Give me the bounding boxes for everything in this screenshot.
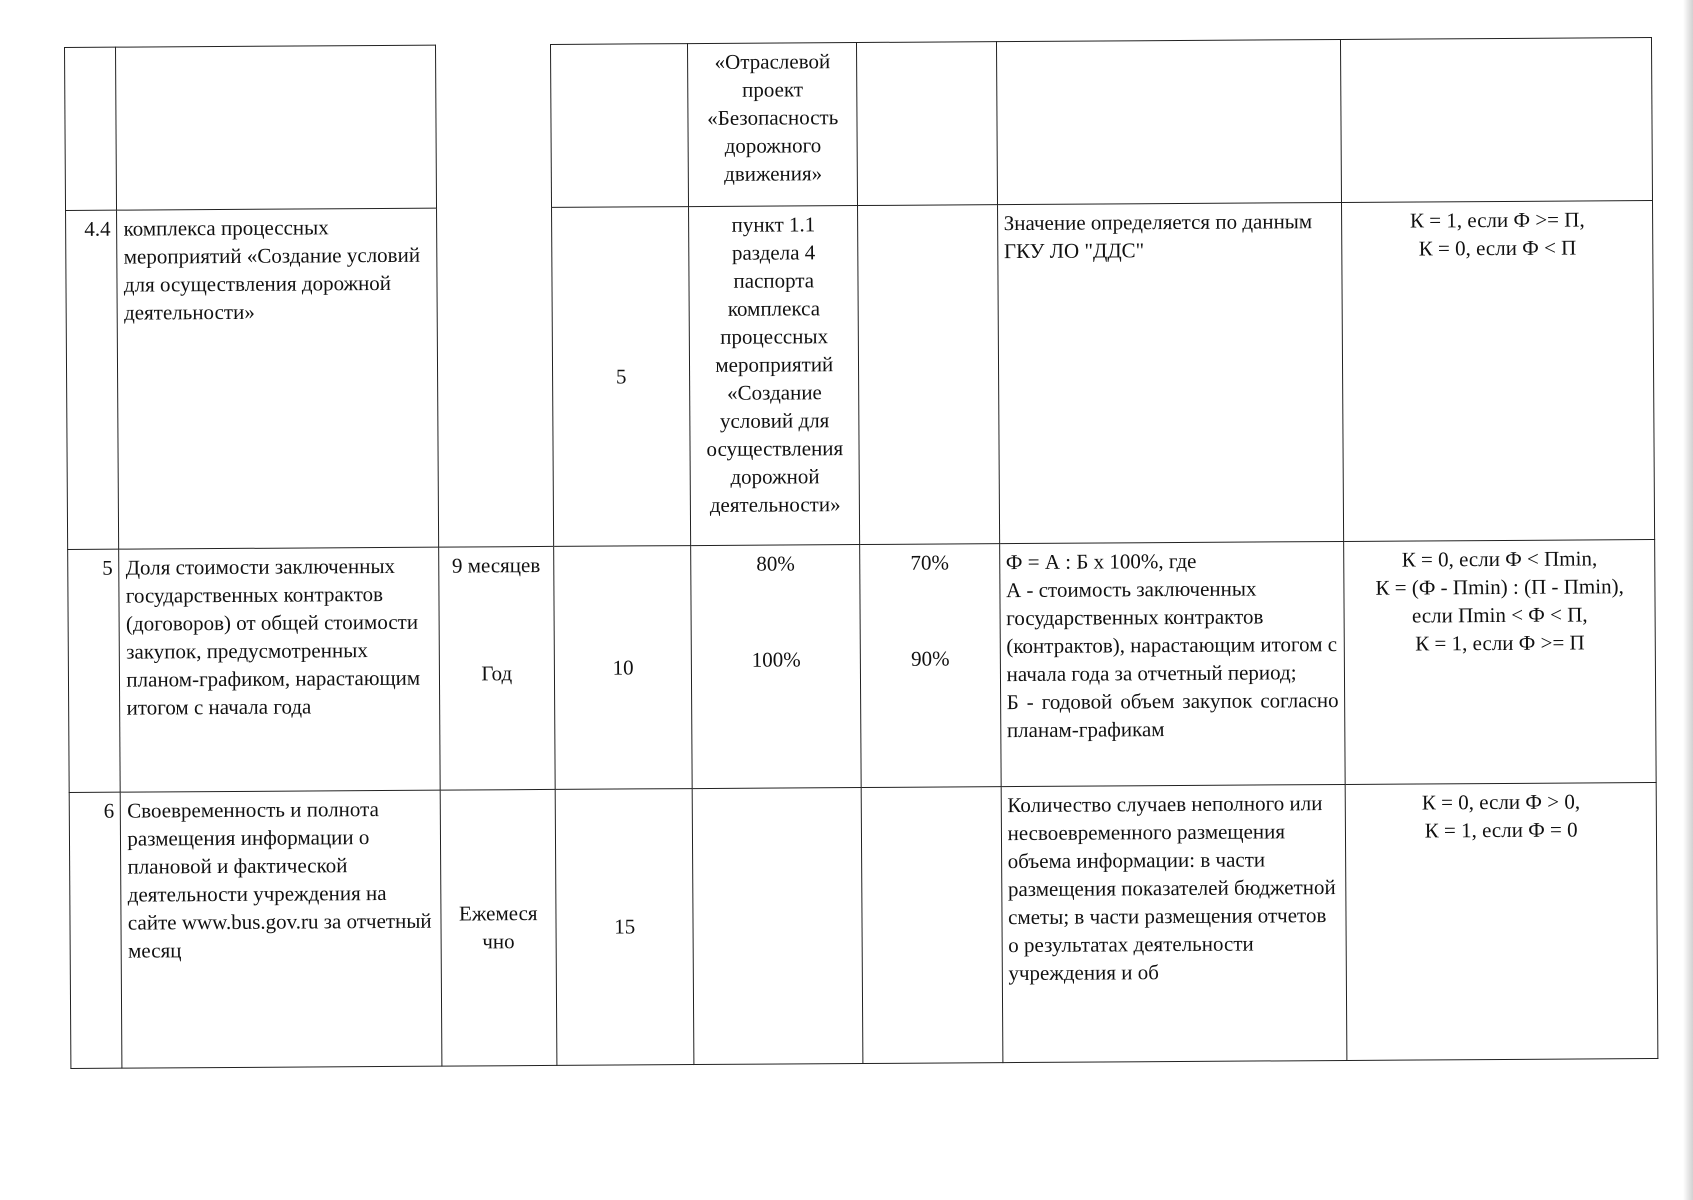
formula-cell: К = 0, если Ф > 0, К = 1, если Ф = 0 — [1346, 782, 1658, 1060]
formula-cell: К = 1, если Ф >= П, К = 0, если Ф < П — [1342, 200, 1655, 542]
source-cell: пункт 1.1 раздела 4 паспорта комплекса процессных мероприятий «Создание условий для осуществления дорожной деятельности» — [689, 205, 860, 546]
scan-edge-shadow — [1683, 0, 1693, 1200]
row-number: 4.4 — [66, 210, 120, 550]
method-line-3: Б - годовой объем закупок согласно планам-графикам — [1006, 688, 1339, 743]
weight-cell: 15 — [555, 788, 694, 1065]
formula-cell: К = 0, если Ф < Пmin, К = (Ф - Пmin) : (П - Пmin), если Пmin < Ф < П, К = 1, если Ф >= П — [1344, 540, 1656, 784]
min-value-1: 70% — [910, 550, 950, 576]
indicator-name: Своевременность и полнота размещения информации о плановой и фактической деятельности учреждения на сайте www.bus.gov.ru за отчетный месяц — [121, 790, 442, 1068]
method-cell — [999, 542, 1345, 786]
indicator-name: комплекса процессных мероприятий «Создание условий для осуществления дорожной деятельности» — [117, 208, 438, 550]
period-9-months: 9 месяцев — [451, 553, 541, 579]
min-cell — [862, 786, 1003, 1063]
cell-period-header — [435, 44, 552, 208]
table-row-header — [65, 38, 1653, 211]
table-row-4-4 — [66, 200, 1655, 550]
cell-formula-header — [1341, 38, 1653, 203]
cell-name-header — [116, 45, 436, 210]
plan-value-1: 80% — [756, 551, 795, 577]
plan-cell — [691, 545, 862, 788]
period-cell — [436, 207, 554, 547]
plan-cell — [692, 787, 863, 1064]
method-cell: Количество случаев неполного или несвоевременного размещения объема информации: в части размещения показателей бюджетной сметы; в части размещения отчетов о результатах деятельности учреждения и об — [1001, 784, 1348, 1063]
plan-value-2: 100% — [751, 647, 801, 673]
row-number: 5 — [68, 550, 121, 792]
indicators-table — [64, 37, 1658, 1069]
table-row-6 — [69, 782, 1658, 1068]
cell-min-header — [857, 42, 997, 206]
period-cell: Ежемеся чно — [440, 789, 557, 1066]
weight-cell: 5 — [552, 206, 691, 546]
cell-num-header — [65, 47, 117, 210]
min-value-2: 90% — [911, 646, 950, 672]
weight-cell: 10 — [554, 546, 693, 789]
period-cell — [438, 547, 555, 790]
table-row-5 — [68, 540, 1656, 792]
period-year: Год — [481, 661, 513, 686]
cell-weight-header — [551, 44, 689, 208]
cell-method-header — [996, 39, 1342, 204]
cell-source-header: «Отраслевой проект «Безопасность дорожного движения» — [688, 43, 858, 207]
row-number: 6 — [69, 792, 122, 1069]
method-line-2: А - стоимость заключенных государственных контрактов (контрактов), нарастающим итогом с начала года за отчетный период; — [1005, 576, 1338, 687]
min-cell — [860, 544, 1001, 787]
min-cell — [858, 204, 999, 544]
method-cell: Значение определяется по данным ГКУ ЛО "ДДС" — [997, 202, 1344, 544]
indicator-name: Доля стоимости заключенных государственных контрактов (договоров) от общей стоимости закупок, предусмотренных планом-графиком, нарастающим итогом с начала года — [119, 548, 440, 792]
method-line-1: Ф = А : Б х 100%, где — [1005, 549, 1197, 575]
